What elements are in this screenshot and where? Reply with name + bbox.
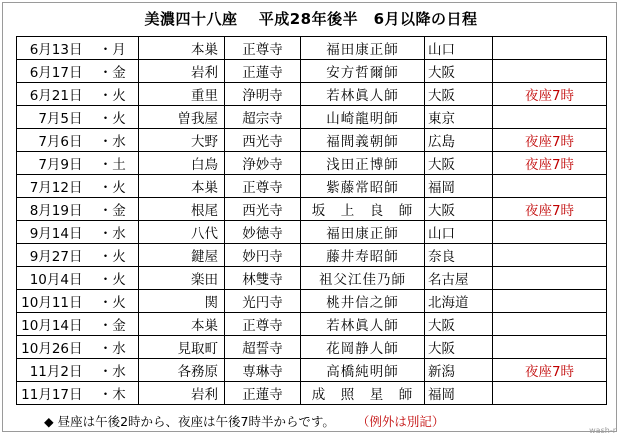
temple-cell: 浄妙寺 (225, 152, 301, 175)
evening-note-cell (493, 106, 607, 129)
table-row (17, 336, 607, 359)
date-cell: 11月17日 (17, 382, 87, 405)
date-cell: 10月14日 (17, 313, 87, 336)
table-row (17, 313, 607, 336)
date-cell: 6月21日 (17, 83, 87, 106)
speaker-cell: 坂 上 良 師 (301, 198, 425, 221)
prefecture-cell: 奈良 (425, 244, 493, 267)
date-cell: 6月13日 (17, 37, 87, 60)
prefecture-cell: 山口 (425, 37, 493, 60)
temple-cell: 正尊寺 (225, 313, 301, 336)
evening-note-cell (493, 290, 607, 313)
venue-cell: 本巣 (139, 37, 225, 60)
venue-cell: 本巣 (139, 175, 225, 198)
evening-note-cell (493, 37, 607, 60)
evening-note-cell (493, 60, 607, 83)
date-cell: 11月2日 (17, 359, 87, 382)
weekday-cell: ・土 (87, 152, 139, 175)
evening-note-cell: 夜座7時 (493, 83, 607, 106)
weekday-cell: ・火 (87, 83, 139, 106)
weekday-cell: ・木 (87, 382, 139, 405)
weekday-cell: ・水 (87, 359, 139, 382)
table-row (17, 175, 607, 198)
speaker-cell: 高橋純明師 (301, 359, 425, 382)
weekday-cell: ・火 (87, 290, 139, 313)
prefecture-cell: 福岡 (425, 382, 493, 405)
date-cell: 7月5日 (17, 106, 87, 129)
prefecture-cell: 福岡 (425, 175, 493, 198)
evening-note-cell: 夜座7時 (493, 152, 607, 175)
table-row (17, 60, 607, 83)
venue-cell: 八代 (139, 221, 225, 244)
prefecture-cell: 大阪 (425, 152, 493, 175)
weekday-cell: ・水 (87, 129, 139, 152)
table-row (17, 244, 607, 267)
prefecture-cell: 大阪 (425, 60, 493, 83)
venue-cell: 白鳥 (139, 152, 225, 175)
venue-cell: 楽田 (139, 267, 225, 290)
weekday-cell: ・水 (87, 221, 139, 244)
date-cell: 6月17日 (17, 60, 87, 83)
weekday-cell: ・火 (87, 244, 139, 267)
speaker-cell: 福田康正師 (301, 221, 425, 244)
speaker-cell: 成 照 星 師 (301, 382, 425, 405)
watermark-credit: wash-r (589, 426, 616, 435)
venue-cell: 本巣 (139, 313, 225, 336)
prefecture-cell: 大阪 (425, 198, 493, 221)
evening-note-cell (493, 336, 607, 359)
temple-cell: 西光寺 (225, 129, 301, 152)
venue-cell: 根尾 (139, 198, 225, 221)
speaker-cell: 福田康正師 (301, 37, 425, 60)
table-row (17, 359, 607, 382)
speaker-cell: 福間義朝師 (301, 129, 425, 152)
temple-cell: 西光寺 (225, 198, 301, 221)
temple-cell: 超宗寺 (225, 106, 301, 129)
speaker-cell: 藤井寿昭師 (301, 244, 425, 267)
weekday-cell: ・金 (87, 60, 139, 83)
temple-cell: 妙円寺 (225, 244, 301, 267)
venue-cell: 鍵屋 (139, 244, 225, 267)
speaker-cell: 若林眞人師 (301, 313, 425, 336)
table-row (17, 382, 607, 405)
prefecture-cell: 名古屋 (425, 267, 493, 290)
schedule-table (16, 36, 607, 405)
table-row (17, 267, 607, 290)
evening-note-cell (493, 313, 607, 336)
venue-cell: 曽我屋 (139, 106, 225, 129)
weekday-cell: ・火 (87, 175, 139, 198)
prefecture-cell: 東京 (425, 106, 493, 129)
temple-cell: 正蓮寺 (225, 382, 301, 405)
table-row (17, 106, 607, 129)
table-row (17, 129, 607, 152)
evening-note-cell (493, 221, 607, 244)
date-cell: 7月6日 (17, 129, 87, 152)
speaker-cell: 花岡静人師 (301, 336, 425, 359)
evening-note-cell: 夜座7時 (493, 359, 607, 382)
temple-cell: 妙徳寺 (225, 221, 301, 244)
speaker-cell: 桃井信之師 (301, 290, 425, 313)
temple-cell: 林雙寺 (225, 267, 301, 290)
venue-cell: 大野 (139, 129, 225, 152)
temple-cell: 正蓮寺 (225, 60, 301, 83)
page-title: 美濃四十八座 平成28年後半 6月以降の日程 (144, 10, 478, 28)
venue-cell: 関 (139, 290, 225, 313)
footer-exception-note: （例外は別記） (356, 414, 445, 429)
speaker-cell: 紫藤常昭師 (301, 175, 425, 198)
date-cell: 10月4日 (17, 267, 87, 290)
prefecture-cell: 北海道 (425, 290, 493, 313)
weekday-cell: ・金 (87, 198, 139, 221)
date-cell: 8月19日 (17, 198, 87, 221)
weekday-cell: ・金 (87, 313, 139, 336)
temple-cell: 正尊寺 (225, 175, 301, 198)
speaker-cell: 祖父江佳乃師 (301, 267, 425, 290)
date-cell: 7月12日 (17, 175, 87, 198)
weekday-cell: ・火 (87, 106, 139, 129)
prefecture-cell: 大阪 (425, 83, 493, 106)
venue-cell: 重里 (139, 83, 225, 106)
date-cell: 10月26日 (17, 336, 87, 359)
speaker-cell: 安方哲爾師 (301, 60, 425, 83)
date-cell: 10月11日 (17, 290, 87, 313)
evening-note-cell: 夜座7時 (493, 198, 607, 221)
evening-note-cell (493, 382, 607, 405)
evening-note-cell (493, 244, 607, 267)
weekday-cell: ・火 (87, 267, 139, 290)
date-cell: 9月14日 (17, 221, 87, 244)
footer-text: ◆ 昼座は午後2時から、夜座は午後7時半からです。 (44, 414, 335, 429)
prefecture-cell: 大阪 (425, 336, 493, 359)
venue-cell: 各務原 (139, 359, 225, 382)
venue-cell: 岩利 (139, 382, 225, 405)
table-row (17, 198, 607, 221)
date-cell: 9月27日 (17, 244, 87, 267)
schedule-rows (17, 37, 607, 405)
temple-cell: 専琳寺 (225, 359, 301, 382)
prefecture-cell: 山口 (425, 221, 493, 244)
evening-note-cell (493, 267, 607, 290)
weekday-cell: ・水 (87, 336, 139, 359)
venue-cell: 見取町 (139, 336, 225, 359)
temple-cell: 浄明寺 (225, 83, 301, 106)
temple-cell: 超誓寺 (225, 336, 301, 359)
prefecture-cell: 新潟 (425, 359, 493, 382)
temple-cell: 光円寺 (225, 290, 301, 313)
table-row (17, 290, 607, 313)
temple-cell: 正尊寺 (225, 37, 301, 60)
table-row (17, 83, 607, 106)
table-row (17, 221, 607, 244)
speaker-cell: 浅田正博師 (301, 152, 425, 175)
prefecture-cell: 大阪 (425, 313, 493, 336)
table-row (17, 152, 607, 175)
evening-note-cell: 夜座7時 (493, 129, 607, 152)
footer-note (44, 412, 444, 430)
speaker-cell: 若林眞人師 (301, 83, 425, 106)
prefecture-cell: 広島 (425, 129, 493, 152)
weekday-cell: ・月 (87, 37, 139, 60)
table-row (17, 37, 607, 60)
venue-cell: 岩利 (139, 60, 225, 83)
date-cell: 7月9日 (17, 152, 87, 175)
speaker-cell: 山崎龍明師 (301, 106, 425, 129)
evening-note-cell (493, 175, 607, 198)
